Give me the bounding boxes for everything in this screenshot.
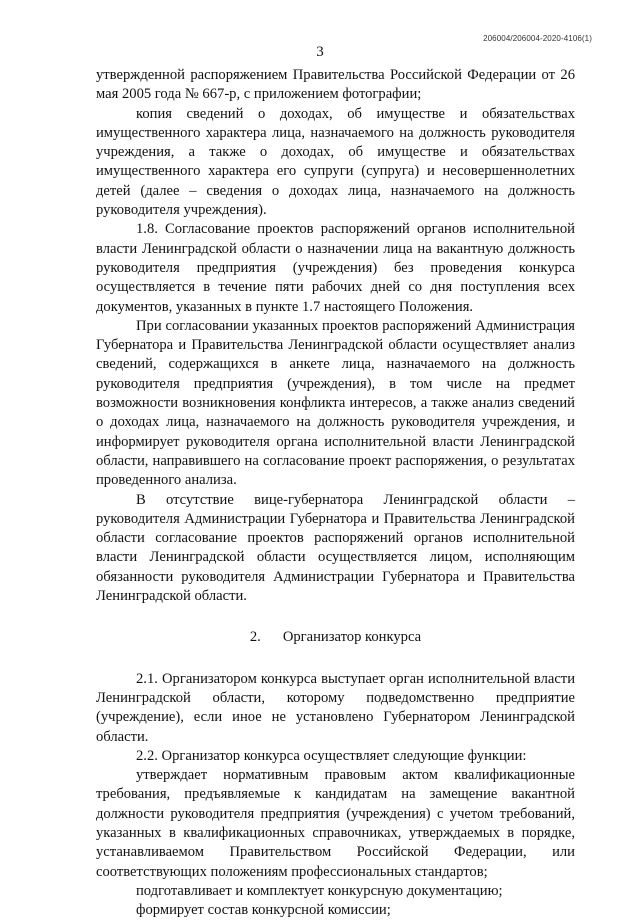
paragraph-2-1: 2.1. Организатором конкурса выступает орган исполнительной власти Ленинградской области, которому подведомственно предприятие (учреждение), если иное не установлено Губернатором Ленинградской области.: [96, 670, 575, 745]
list-item-commission: формирует состав конкурсной комиссии;: [136, 902, 391, 919]
list-item-documentation: подготавливает и комплектует конкурсную документацию;: [136, 882, 503, 899]
section-title: Организатор конкурса: [282, 629, 422, 646]
paragraph-approval-analysis: При согласовании указанных проектов распоряжений Администрация Губернатора и Правительства Ленинградской области осуществляет анализ сведений, содержащихся в анкете лица, назначаемого на должность руководителя предприятия (учреждения), в том числе на предмет возможности возникновения конфликта интересов, а также анализ сведений о доходах лица, назначаемого на должность руководителя учреждения, и информирует руководителя органа исполнительной власти Ленинградской области, направившего на согласование проект распоряжения, о результатах проведенного анализа.: [96, 317, 575, 489]
document-id: 206004/206004-2020-4106(1): [483, 34, 592, 43]
paragraph-1-8: 1.8. Согласование проектов распоряжений органов исполнительной власти Ленинградской области о назначении лица на вакантную должность руководителя предприятия (учреждения) без проведения конкурса осуществляется в течение пяти рабочих дней со дня поступления всех документов, указанных в пункте 1.7 настоящего Положения.: [96, 221, 575, 315]
section-heading: [96, 628, 575, 647]
paragraph-absence-vice-governor: В отсутствие вице-губернатора Ленинградской области – руководителя Администрации Губернатора и Правительства Ленинградской области согласование проектов распоряжений органов исполнительной власти Ленинградской области осуществляется лицом, исполняющим обязанности руководителя Администрации Губернатора и Правительства Ленинградской области.: [96, 491, 575, 605]
document-body: [96, 66, 575, 920]
list-item-requirements: утверждает нормативным правовым актом квалификационные требования, предъявляемые к кандидатам на замещение вакантной должности руководителя предприятия (учреждения) с учетом требований, указанных в квалификационных справочниках, утверждаемых в порядке, устанавливаемом Правительством Российской Федерации, или соответствующих положениям профессиональных стандартов;: [96, 767, 575, 880]
paragraph-income-copy: копия сведений о доходах, об имуществе и обязательствах имущественного характера лица, назначаемого на должность руководителя учреждения, а также о доходах, об имуществе и обязательствах имущественного характера его супруги (супруга) и несовершеннолетних детей (далее – сведения о доходах лица, назначаемого на должность руководителя учреждения).: [96, 105, 575, 219]
section-number: 2.: [249, 629, 261, 646]
paragraph-continuation: утвержденной распоряжением Правительства Российской Федерации от 26 мая 2005 года № 667-р, с приложением фотографии;: [96, 67, 575, 103]
page-number: 3: [316, 44, 324, 60]
paragraph-2-2: 2.2. Организатор конкурса осуществляет следующие функции:: [136, 747, 527, 764]
